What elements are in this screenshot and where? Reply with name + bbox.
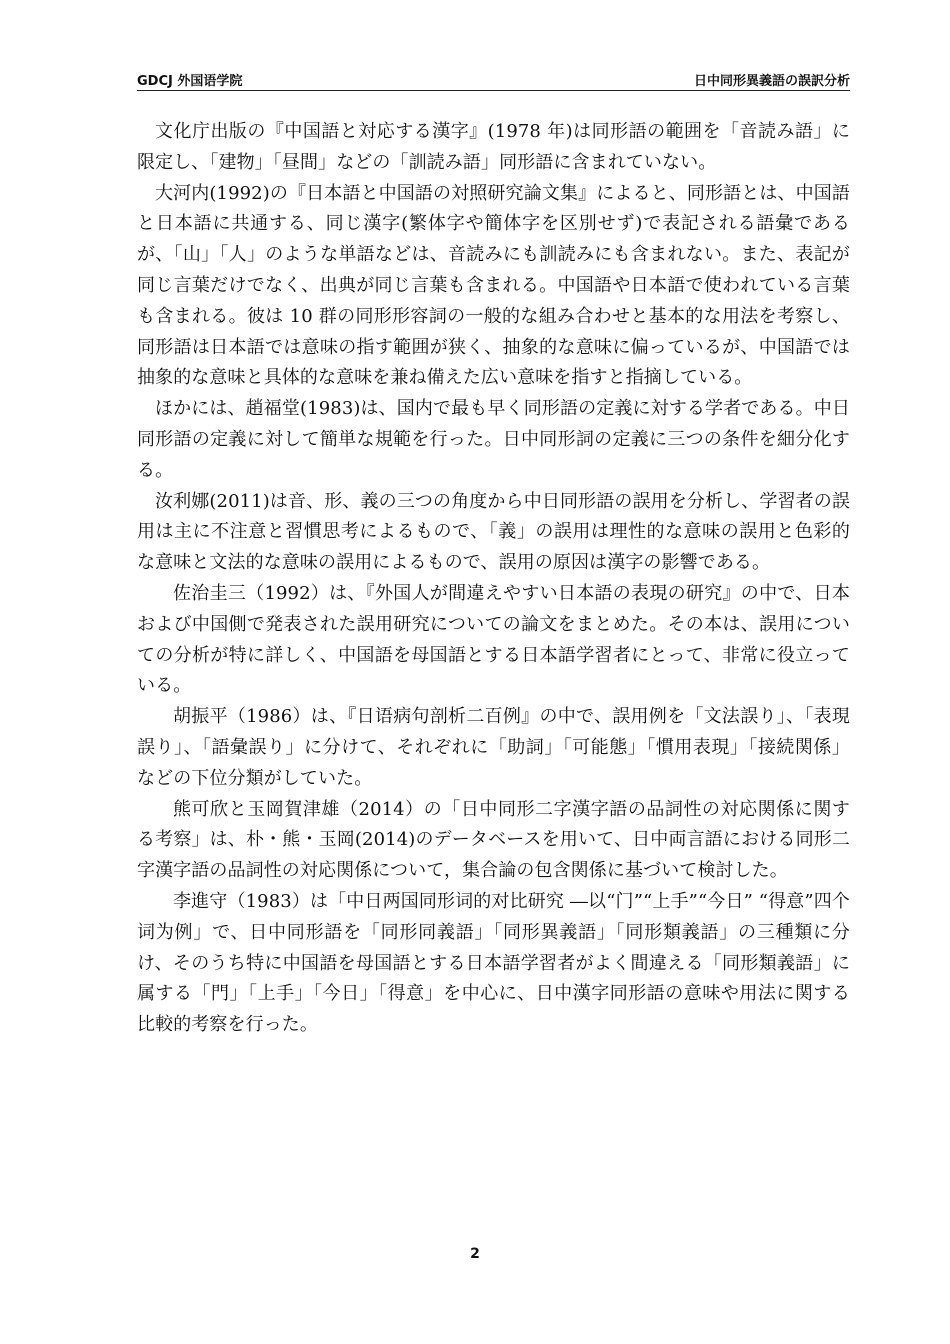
paragraph: ほかには、趙福堂(1983)は、国内で最も早く同形語の定義に対する学者である。中日同形語の定義に対して簡単な規範を行った。日中同形詞の定義に三つの条件を細分化する。 — [137, 398, 850, 481]
paragraph: 佐治圭三（1992）は、『外国人が間違えやすい日本語の表現の研究』の中で、日本および中国側で発表された誤用研究についての論文をまとめた。その本は、誤用についての分析が特に詳しく、中国語を母国語とする日本語学習者にとって、非常に役立っている。 — [137, 582, 850, 697]
body-text — [137, 117, 850, 1041]
page-number: 2 — [470, 1246, 480, 1262]
header-institution: GDCJ 外国语学院 — [137, 74, 243, 89]
paragraph: 汝利娜(2011)は音、形、義の三つの角度から中日同形語の誤用を分析し、学習者の誤用は主に不注意と習慣思考によるもので、「義」の誤用は理性的な意味の誤用と色彩的な意味と文法的な意味の誤用によるもので、誤用の原因は漢字の影響である。 — [137, 490, 850, 574]
paragraph: 熊可欣と玉岡賀津雄（2014）の「日中同形二字漢字語の品詞性の対応関係に関する考察」は、朴・熊・玉岡(2014)のデータベースを用いて、日中両言語における同形二字漢字語の品詞性の対応関係について，集合論の包含関係に基づいて検討した。 — [137, 798, 850, 882]
header-title: 日中同形異義語の誤訳分析 — [693, 74, 850, 89]
paragraph: 李進守（1983）は「中日两国同形词的对比研究 ―以“门”“上手”“今日” “得意”四个词为例」で、日中同形語を「同形同義語」「同形異義語」「同形類義語」の三種類に分け、そのうち特に中国語を母国語とする日本語学習者がよく間違える「同形類義語」に属する「門」「上手」「今日」「得意」を中心に、日中漢字同形語の意味や用法に関する比較的考察を行った。 — [137, 890, 850, 1036]
page-header — [137, 66, 850, 91]
paragraph: 大河内(1992)の『日本語と中国語の対照研究論文集』によると、同形語とは、中国語と日本語に共通する、同じ漢字(繁体字や簡体字を区別せず)で表記される語彙であるが、「山」「人」のような単語などは、音読みにも訓読みにも含まれない。また、表記が同じ言葉だけでなく、出典が同じ言葉も含まれる。中国語や日本語で使われている言葉も含まれる。彼は 10 群の同形形容詞の一般的な組み合わせと基本的な用法を考察し、同形語は日本語では意味の指す範囲が狭く、抽象的な意味に偏っているが、中国語では抽象的な意味と具体的な意味を兼ね備えた広い意味を指すと指摘している。 — [137, 182, 850, 389]
paragraph: 文化庁出版の『中国語と対応する漢字』(1978 年)は同形語の範囲を「音読み語」に限定し、「建物」「昼間」などの「訓読み語」同形語に含まれていない。 — [137, 121, 850, 173]
paragraph: 胡振平（1986）は、『日语病句剖析二百例』の中で、誤用例を「文法誤り」、「表現誤り」、「語彙誤り」に分けて、それぞれに「助詞」「可能態」「慣用表現」「接続関係」などの下位分類がしていた。 — [137, 706, 850, 789]
